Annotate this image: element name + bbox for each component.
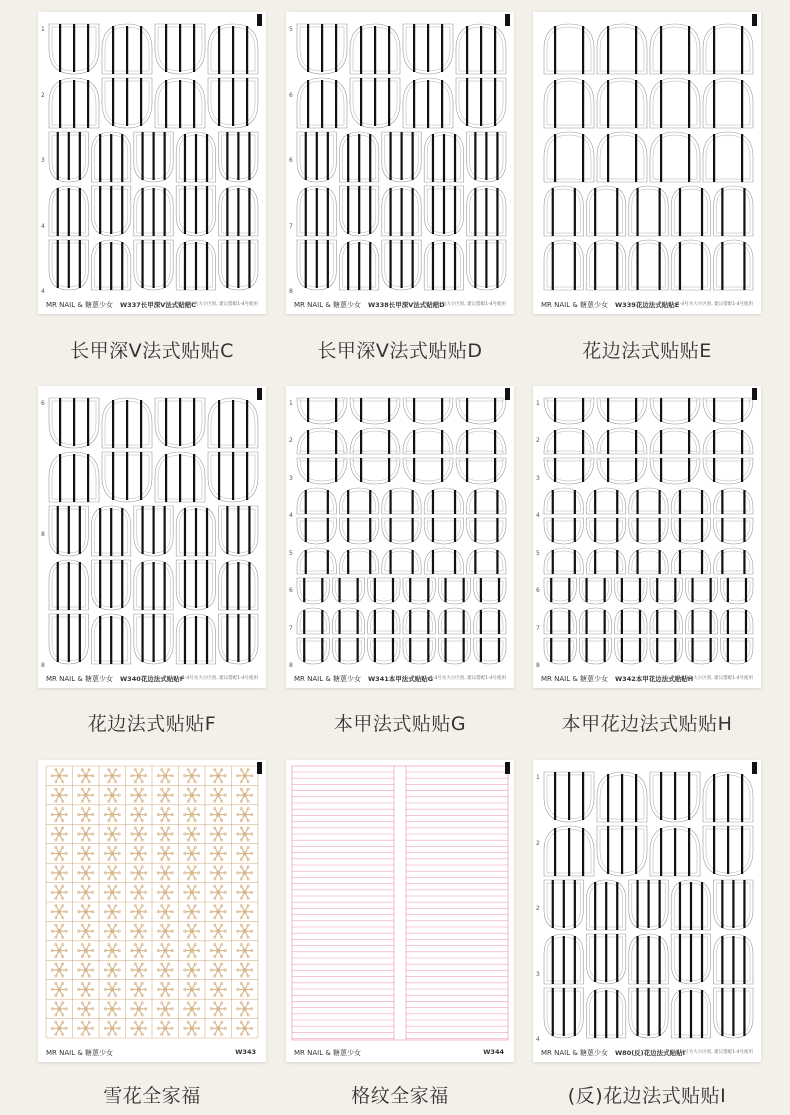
brand-label: MR NAIL & 糖蒽少女	[46, 675, 114, 683]
size-note: 1-4号为大小区别, 建议搭配1-4号使用	[181, 676, 258, 681]
sticker-sheet-art	[533, 12, 761, 314]
row-number: 4	[536, 1036, 540, 1043]
product-card[interactable]	[533, 12, 761, 362]
sticker-sheet-art	[533, 386, 761, 688]
row-number: 4	[536, 512, 540, 520]
row-number: 2	[536, 905, 540, 912]
registration-mark	[257, 388, 262, 400]
sticker-sheet-art	[286, 12, 514, 314]
row-number: 7	[536, 624, 540, 632]
sheet-footer	[541, 1048, 753, 1058]
row-number: 5	[536, 549, 540, 557]
row-number: 8	[289, 288, 293, 295]
sheet-footer	[294, 674, 506, 684]
product-card[interactable]	[286, 12, 514, 362]
size-note: 1-4号为大小区别, 建议搭配1-4号使用	[429, 302, 506, 307]
row-number: 6	[289, 587, 293, 595]
product-caption: 本甲法式贴贴G	[333, 713, 467, 735]
product-card[interactable]	[38, 386, 266, 735]
product-caption: 花边法式贴贴E	[582, 340, 712, 362]
registration-mark	[752, 14, 757, 26]
row-number: 8	[41, 531, 45, 538]
size-note: 1-4号为大小区别, 建议搭配1-4号使用	[429, 676, 506, 681]
product-caption: 本甲花边法式贴贴H	[561, 713, 733, 735]
row-number: 2	[536, 839, 540, 847]
registration-mark	[752, 762, 757, 774]
row-number: 7	[289, 222, 293, 230]
size-note: 1-4号为大小区别, 建议搭配1-4号使用	[676, 302, 753, 307]
product-code: W339花边法式贴贴E	[615, 301, 680, 309]
sticker-sheet-image	[286, 760, 514, 1062]
row-number: 5	[289, 26, 293, 33]
sticker-sheet-image	[533, 386, 761, 688]
row-number: 1	[41, 26, 45, 33]
sheet-footer	[541, 674, 753, 684]
row-number: 1	[536, 400, 540, 407]
product-card[interactable]	[286, 386, 514, 735]
product-code: W343	[235, 1048, 256, 1056]
brand-label: MR NAIL & 糖蒽少女	[541, 1049, 609, 1057]
row-number: 8	[536, 662, 540, 669]
product-code: W344	[483, 1048, 504, 1056]
sticker-sheet-art	[38, 12, 266, 314]
sheet-footer	[46, 674, 258, 684]
brand-label: MR NAIL & 糖蒽少女	[541, 675, 609, 683]
sticker-sheet-image	[286, 12, 514, 314]
sheet-footer	[541, 300, 753, 310]
product-code: W80(反)花边法式贴贴I	[615, 1049, 686, 1057]
product-card[interactable]	[533, 760, 761, 1107]
product-code: W341本甲法式贴贴G	[368, 675, 434, 683]
registration-mark	[257, 762, 262, 774]
brand-label: MR NAIL & 糖蒽少女	[294, 1049, 362, 1057]
product-caption: 花边法式贴贴F	[87, 713, 217, 735]
sticker-sheet-image	[286, 386, 514, 688]
sticker-sheet-image	[38, 12, 266, 314]
product-caption: 雪花全家福	[103, 1085, 201, 1107]
sheet-footer	[46, 300, 258, 310]
registration-mark	[505, 388, 510, 400]
row-number: 2	[41, 91, 45, 99]
product-code: W340花边法式贴贴F	[120, 675, 185, 683]
product-card[interactable]	[38, 12, 266, 362]
row-number: 1	[289, 400, 293, 407]
sticker-sheet-art	[286, 386, 514, 688]
product-caption: 格纹全家福	[351, 1085, 449, 1107]
row-number: 3	[536, 474, 540, 482]
row-number: 4	[41, 222, 45, 230]
row-number: 7	[289, 624, 293, 632]
sticker-sheet-art	[38, 760, 266, 1062]
row-number: 4	[289, 512, 293, 520]
row-number: 2	[536, 437, 540, 445]
sheet-footer	[46, 1048, 258, 1058]
registration-mark	[752, 388, 757, 400]
size-note: 1-4号为大小区别, 建议搭配1-4号使用	[181, 302, 258, 307]
row-number: 3	[536, 970, 540, 978]
row-number: 3	[289, 474, 293, 482]
brand-label: MR NAIL & 糖蒽少女	[294, 301, 362, 309]
sticker-sheet-art	[38, 386, 266, 688]
sheet-footer	[294, 300, 506, 310]
sheet-footer	[294, 1048, 506, 1058]
product-card[interactable]	[286, 760, 514, 1107]
registration-mark	[505, 762, 510, 774]
row-number: 6	[289, 91, 293, 99]
row-number: 1	[536, 774, 540, 781]
row-number: 8	[289, 662, 293, 669]
row-number: 6	[41, 400, 45, 407]
brand-label: MR NAIL & 糖蒽少女	[294, 675, 362, 683]
product-card[interactable]	[533, 386, 761, 735]
product-caption: (反)花边法式贴贴I	[567, 1085, 727, 1107]
row-number: 3	[41, 157, 45, 164]
product-code: W337长甲深V法式贴贴C	[120, 301, 197, 309]
size-note: 1-4号为大小区别, 建议搭配1-4号使用	[676, 676, 753, 681]
row-number: 4	[41, 288, 45, 295]
row-number: 6	[536, 587, 540, 595]
sticker-sheet-image	[38, 760, 266, 1062]
product-caption: 长甲深V法式贴贴D	[317, 340, 483, 362]
sticker-sheet-art	[286, 760, 514, 1062]
product-card[interactable]	[38, 760, 266, 1107]
registration-mark	[257, 14, 262, 26]
brand-label: MR NAIL & 糖蒽少女	[541, 301, 609, 309]
product-code: W342本甲花边法式贴贴H	[615, 675, 694, 683]
product-caption: 长甲深V法式贴贴C	[70, 340, 234, 362]
sticker-sheet-image	[533, 12, 761, 314]
row-number: 5	[289, 549, 293, 557]
row-number: 8	[41, 662, 45, 669]
row-number: 2	[289, 437, 293, 445]
sticker-sheet-image	[533, 760, 761, 1062]
registration-mark	[505, 14, 510, 26]
sticker-sheet-image	[38, 386, 266, 688]
product-code: W338长甲深V法式贴贴D	[368, 301, 445, 309]
brand-label: MR NAIL & 糖蒽少女	[46, 1049, 114, 1057]
size-note: 1-4号为大小区别, 建议搭配1-4号使用	[676, 1050, 753, 1055]
sticker-sheet-art	[533, 760, 761, 1062]
brand-label: MR NAIL & 糖蒽少女	[46, 301, 114, 309]
row-number: 6	[289, 157, 293, 164]
